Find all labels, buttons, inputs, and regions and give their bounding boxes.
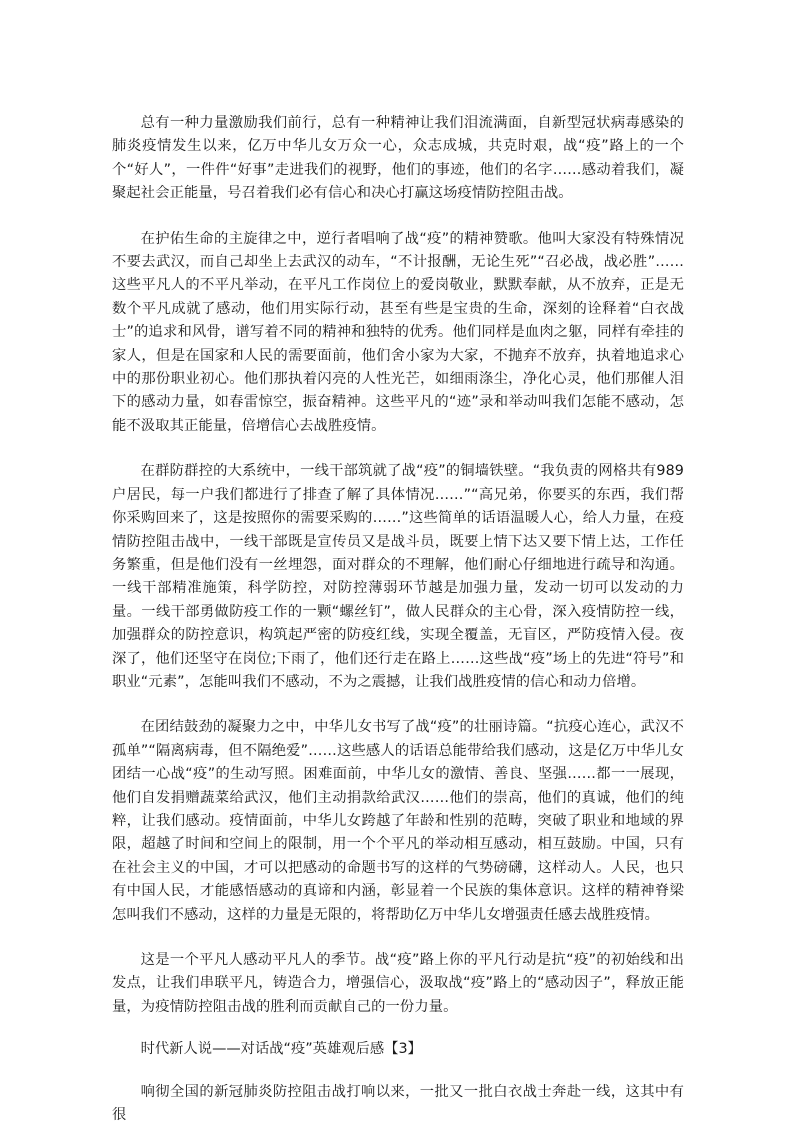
paragraph-frontline-cadres: 在群防群控的大系统中，一线干部筑就了战“疫”的铜墙铁壁。“我负责的网格共有989户居民，每一户我们都进行了排查了解了具体情况……”“高兄弟，你要买的东西，我们帮你采购回来了，这是按照你的需要采购的……”这些简单的话语温暖人心，给人力量，在疫情防控阻击战中，一线干部既是宣传员又是战斗员，既要上情下达又要下情上达，工作任务繁重，但是他们没有一丝埋怨，面对群众的不理解，他们耐心仔细地进行疏导和沟通。一线干部精准施策，科学防控，对防控薄弱环节越是加强力量，发动一切可以发动的力量。一线干部勇做防疫工作的一颗“螺丝钉”，做人民群众的主心骨，深入疫情防控一线，加强群众的防控意识，构筑起严密的防疫红线，实现全覆盖，无盲区，严防疫情入侵。夜深了，他们还坚守在岗位;下雨了，他们还行走在路上……这些战“疫”场上的先进“符号”和职业“元素”，怎能叫我们不感动，不为之震撼，让我们战胜疫情的信心和动力倍增。 bbox=[112, 463, 684, 690]
document-page bbox=[112, 112, 684, 1127]
paragraph-gap bbox=[112, 1019, 684, 1038]
paragraph-retrograde: 在护佑生命的主旋律之中，逆行者唱响了战“疫”的精神赞歌。他叫大家没有特殊情况不要去武汉，而自己却坐上去武汉的动车，“不计报酬，无论生死”“召必战，战必胜”……这些平凡人的不平凡举动，在平凡工作岗位上的爱岗敬业，默默奉献，从不放弃，正是无数个平凡成就了感动，他们用实际行动，甚至有些是宝贵的生命，深刻的诠释着“白衣战士”的追求和风骨，谱写着不同的精神和独特的优秀。他们同样是血肉之躯，同样有牵挂的家人，但是在国家和人民的需要面前，他们舍小家为大家，不抛弃不放弃，执着地追求心中的那份职业初心。他们那执着闪亮的人性光芒，如细雨涤尘，净化心灵，他们那催人泪下的感动力量，如春雷惊空，振奋精神。这些平凡的“迹”录和举动叫我们怎能不感动，怎能不汲取其正能量，倍增信心去战胜疫情。 bbox=[112, 230, 684, 434]
paragraph-intro: 总有一种力量激励我们前行，总有一种精神让我们泪流满面，自新型冠状病毒感染的肺炎疫情发生以来，亿万中华儿女万众一心，众志成城，共克时艰，战“疫”路上的一个个“好人”，一件件“好事”走进我们的视野，他们的事迹，他们的名字……感动着我们，凝聚起社会正能量，号召着我们必有信心和决心打赢这场疫情防控阻击战。 bbox=[112, 115, 684, 202]
section-heading: 时代新人说——对话战“疫”英雄观后感【3】 bbox=[140, 1041, 422, 1058]
paragraph-continued: 响彻全国的新冠肺炎防控阻击战打响以来，一批又一批白衣战士奔赴一线，这其中有很 bbox=[112, 1083, 684, 1124]
paragraph-unity: 在团结鼓劲的凝聚力之中，中华儿女书写了战“疫”的壮丽诗篇。“抗疫心连心，武汉不孤单”“隔离病毒，但不隔绝爱”……这些感人的话语总能带给我们感动，这是亿万中华儿女团结一心战“疫”的生动写照。困难面前，中华儿女的激情、善良、坚强……都一一展现，他们自发捐赠蔬菜给武汉，他们主动捐款给武汉……他们的崇高，他们的真诚，他们的纯粹，让我们感动。疫情面前，中华儿女跨越了年龄和性别的范畴，突破了职业和地域的界限，超越了时间和空间上的限制，用一个个平凡的举动相互感动，相互鼓励。中国，只有在社会主义的中国，才可以把感动的命题书写的这样的气势磅礴，这样动人。人民，也只有中国人民，才能感悟感动的真谛和内涵，彰显着一个民族的集体意识。这样的精神脊梁怎叫我们不感动，这样的力量是无限的，将帮助亿万中华儿女增强责任感去战胜疫情。 bbox=[112, 719, 684, 923]
paragraph-gap bbox=[112, 694, 684, 716]
paragraph-season: 这是一个平凡人感动平凡人的季节。战“疫”路上你的平凡行动是抗“疫”的初始线和出发点，让我们串联平凡，铸造合力，增强信心，汲取战“疫”路上的“感动因子”，释放正能量，为疫情防控阻击战的胜利而贡献自己的一份力量。 bbox=[112, 952, 684, 1015]
paragraph-gap bbox=[112, 927, 684, 949]
paragraph-gap bbox=[112, 438, 684, 460]
paragraph-gap bbox=[112, 1062, 684, 1081]
paragraph-gap bbox=[112, 206, 684, 228]
